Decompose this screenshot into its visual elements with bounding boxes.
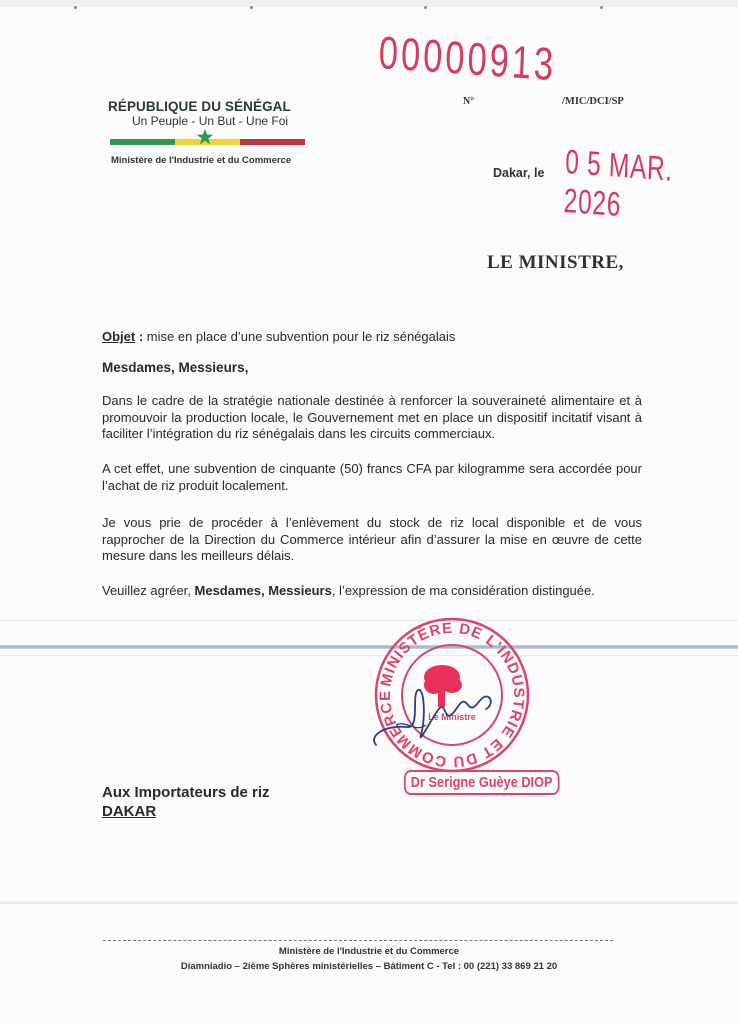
reference-number-stamp: 00000913 (377, 25, 558, 91)
addressee: Aux Importateurs de riz (102, 784, 270, 801)
fold-line (0, 902, 738, 904)
fold-line (0, 645, 738, 649)
date-stamp: 0 5 MAR. 2026 (563, 143, 674, 225)
footer-address: Diamniadio – 2ième Sphères ministérielles – Bâtiment C - Tel : 00 (221) 33 869 21 20 (180, 961, 558, 972)
object-label: Objet (102, 329, 136, 344)
salutation: Mesdames, Messieurs, (102, 360, 249, 375)
ministry-name: Ministère de l'Industrie et du Commerce (111, 155, 292, 166)
top-edge (0, 0, 738, 7)
addressee-city: DAKAR (102, 803, 157, 820)
national-motto: Un Peuple - Un But - Une Foi (132, 114, 289, 128)
fold-line (0, 620, 738, 621)
closing-end: , l’expression de ma considération distinguée. (331, 583, 595, 598)
fold-line (0, 655, 738, 656)
seal-inner-text: Le Ministre (428, 712, 476, 722)
footer-divider (103, 940, 613, 941)
country-title: RÉPUBLIQUE DU SÉNÉGAL (108, 99, 291, 114)
punch-mark (250, 6, 253, 9)
closing-bold: Mesdames, Messieurs (194, 583, 332, 598)
object-text: mise en place d’une subvention pour le riz sénégalais (146, 329, 456, 344)
punch-mark (424, 6, 427, 9)
punch-mark (600, 6, 603, 9)
flag-green (110, 139, 175, 145)
paragraph: Dans le cadre de la stratégie nationale destinée à renforcer la souveraineté alimentaire et à promouvoir la production locale, le Gouvernement met en place un dispositif incitatif visant à faciliter l’intégration du riz sénégalais dans les circuits commerciaux. (102, 393, 642, 441)
reference-code: /MIC/DCI/SP (562, 96, 624, 107)
number-label: N° (463, 96, 475, 107)
signatory-name-stamp: Dr Serigne Guèye DIOP (404, 770, 559, 795)
place-label: Dakar, le (493, 166, 545, 180)
object-separator: : (135, 329, 147, 344)
handwritten-signature (366, 665, 506, 755)
seal-arc-text: MINISTÈRE DE L'INDUSTRIE ET DU COMMERCE (376, 619, 528, 771)
paragraph: Je vous prie de procéder à l’enlèvement du stock de riz local disponible et de vous rapprocher de la Direction du Commerce intérieur afin d’assurer la mise en œuvre de cette mesure dans les meilleurs délais. (102, 515, 642, 563)
footer-ministry: Ministère de l'Industrie et du Commerce (278, 946, 460, 957)
punch-mark (74, 6, 77, 9)
paragraph: A cet effet, une subvention de cinquante (50) francs CFA par kilogramme sera accordée pour l’achat de riz produit localement. (102, 461, 642, 493)
flag-red (240, 139, 305, 145)
star-icon (196, 128, 214, 146)
object-line (102, 329, 455, 344)
closing-formula (102, 583, 595, 598)
closing-start: Veuillez agréer, (102, 583, 195, 598)
sender-title: LE MINISTRE, (487, 252, 624, 273)
